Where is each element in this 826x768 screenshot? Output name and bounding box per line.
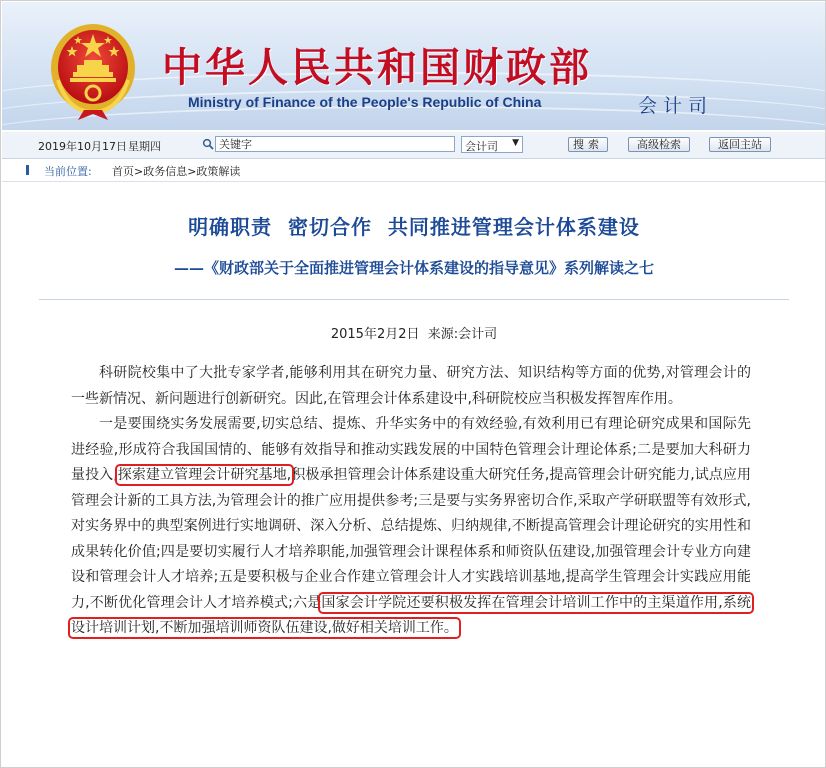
highlighted-text: 国家会计学院还要积极发挥在管理会计培训工作中的主渠道作用,系统设计培训计划,不断加强培训师资队伍建设,做好相关培训工作。: [71, 594, 751, 636]
paragraph-text: 积极承担管理会计体系建设重大研究任务,提高管理会计研究能力,试点应用管理会计新的工具方法,为管理会计的推广应用提供参考;三是要与实务界密切合作,采取产学研联盟等有效形式,对实务界中的典型案例进行实地调研、深入分析、总结提炼、归纳规律,不断提高管理会计理论研究的实用性和成果转化价值;四是要切实履行人才培养职能,加强管理会计课程体系和师资队伍建设,加强管理会计专业方向建设和管理会计人才培养;五是要积极与企业合作建立管理会计人才实践培训基地,提高学生管理会计实践应用能力,不断优化管理会计人才培养模式;六是: [71, 467, 751, 611]
dropdown-arrow-icon: ▼: [512, 138, 519, 148]
highlighted-text: 探索建立管理会计研究基地,: [117, 467, 292, 483]
breadcrumb-path[interactable]: 首页>政务信息>政策解读: [112, 165, 241, 178]
header-banner: [2, 2, 825, 130]
article-paragraph: [71, 412, 751, 642]
title-divider: [39, 299, 789, 300]
current-weekday: 星期四: [128, 140, 161, 153]
search-input[interactable]: [215, 136, 455, 152]
article-subtitle: ——《财政部关于全面推进管理会计体系建设的指导意见》系列解读之七: [173, 259, 654, 277]
search-button[interactable]: 搜索: [568, 137, 608, 152]
current-date: 2019年10月17日: [38, 140, 127, 153]
breadcrumb: [2, 159, 825, 182]
department-name: 会计司: [638, 95, 714, 117]
toolbar: [2, 132, 825, 159]
breadcrumb-marker-icon: [26, 165, 29, 175]
national-emblem-icon[interactable]: [48, 20, 138, 122]
article-paragraph: 科研院校集中了大批专家学者,能够利用其在研究力量、研究方法、知识结构等方面的优势,对管理会计的一些新情况、新问题进行创新研究。因此,在管理会计体系建设中,科研院校应当积极发挥智库作用。: [71, 365, 751, 407]
article-body: [71, 361, 751, 642]
back-to-home-button[interactable]: 返回主站: [709, 137, 771, 152]
search-scope-select[interactable]: [461, 136, 523, 153]
search-scope-value: 会计司: [465, 140, 498, 153]
site-title-cn[interactable]: 中华人民共和国财政部: [162, 45, 592, 91]
article-title: 明确职责 密切合作 共同推进管理会计体系建设: [188, 215, 640, 239]
advanced-search-button[interactable]: 高级检索: [628, 137, 690, 152]
search-icon: [202, 138, 214, 150]
site-title-en: Ministry of Finance of the People's Republic of China: [188, 94, 542, 110]
article-meta: 2015年2月2日 来源:会计司: [330, 327, 498, 342]
breadcrumb-label: 当前位置:: [44, 165, 92, 178]
paragraph-text: 一是要围绕实务发展需要,切实总结、提炼、升华实务中的有效经验,有效利用已有理论研究成果和国际先进经验,形成符合我国国情的、能够有效指导和推动实践发展的中国特色管理会计理论体系;二是要加大科研力量投入,: [71, 416, 751, 483]
